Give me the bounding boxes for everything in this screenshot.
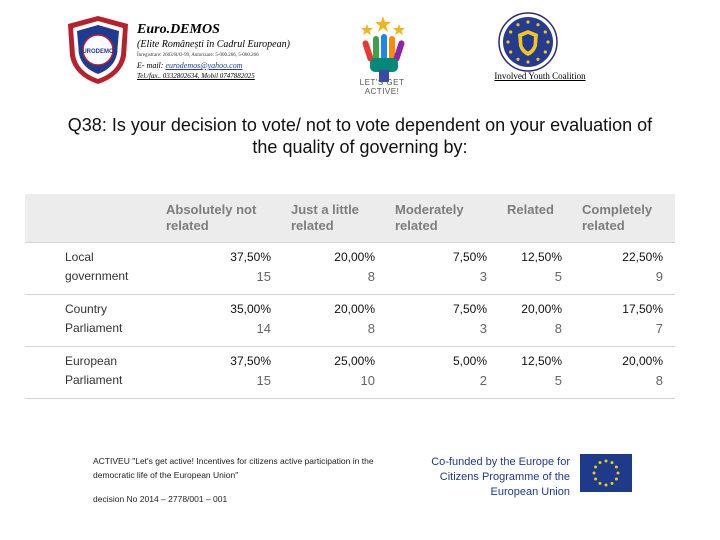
cell-count: 3 [479, 320, 487, 336]
cell-percent: 20,00% [334, 249, 375, 264]
row-label [25, 294, 158, 346]
column-header: Just a little related [291, 202, 359, 233]
org-phone: Tel./fax.. 0332802634, Mobil 0747882025 [137, 72, 255, 80]
email-label: E- mail: [137, 61, 164, 70]
cell-count: 15 [256, 268, 271, 284]
cell-count: 10 [360, 372, 375, 388]
cell-count: 8 [554, 320, 562, 336]
cell-percent: 20,00% [521, 301, 562, 316]
cell-percent: 25,00% [334, 353, 375, 368]
question-title: Q38: Is your decision to vote/ not to vote dependent on your evaluation of the quality of governing by: [67, 115, 653, 157]
table-row [25, 294, 675, 346]
row-label [25, 242, 158, 294]
table-cell [574, 294, 675, 346]
table-cell [574, 242, 675, 294]
table-cell [499, 294, 574, 346]
cell-percent: 12,50% [521, 249, 562, 264]
cell-percent: 5,00% [452, 353, 487, 368]
cell-count: 5 [554, 372, 562, 388]
table-row [25, 346, 675, 398]
coalition-emblem-logo [498, 12, 558, 72]
eu-flag-icon [580, 454, 632, 492]
cell-percent: 17,50% [622, 301, 663, 316]
column-header: Completely related [582, 202, 653, 233]
org-name: Euro.DEMOS [137, 22, 220, 37]
document-header [0, 0, 720, 110]
cell-percent: 7,50% [452, 301, 487, 316]
column-header: Absolutely not related [166, 202, 257, 233]
cofunded-text: Co-funded by the Europe for Citizens Programme of the European Union [431, 456, 570, 498]
project-text: ACTIVEU "Let's get active! Incentives for citizens active participation in the democratic life of the European Union" [93, 456, 374, 480]
row-label-line: Local [65, 249, 94, 264]
cell-count: 15 [256, 372, 271, 388]
active-logo-text: LET'S GET ACTIVE! [359, 78, 405, 96]
table-cell [158, 294, 283, 346]
cell-percent: 20,00% [622, 353, 663, 368]
cell-count: 14 [256, 320, 271, 336]
eurodemos-shield-logo [62, 14, 134, 86]
table-cell [499, 346, 574, 398]
org-email-line [137, 60, 290, 71]
table-cell [387, 242, 499, 294]
cell-count: 2 [479, 372, 487, 388]
cell-count: 8 [367, 268, 375, 284]
shield-text: EURODEMOS [78, 49, 118, 55]
org-info [137, 22, 290, 82]
cell-percent: 37,50% [230, 249, 271, 264]
row-label-line: European [65, 353, 118, 368]
row-label [25, 346, 158, 398]
table-cell [283, 294, 387, 346]
row-label-line: Parliament [65, 320, 123, 335]
table-row [25, 242, 675, 294]
cell-count: 8 [367, 320, 375, 336]
row-label-line: Parliament [65, 372, 123, 387]
cell-count: 3 [479, 268, 487, 284]
cell-count: 8 [655, 372, 663, 388]
cell-count: 9 [655, 268, 663, 284]
table-cell [574, 346, 675, 398]
table-cell [158, 242, 283, 294]
cell-percent: 35,00% [230, 301, 271, 316]
cell-count: 5 [554, 268, 562, 284]
table-cell [283, 346, 387, 398]
table-cell [387, 294, 499, 346]
cell-percent: 12,50% [521, 353, 562, 368]
cell-percent: 22,50% [622, 249, 663, 264]
header-empty-cell [25, 194, 158, 242]
org-registration: Înregistrare: 2603/R/O-99, Autorizare: 5-000.266, 5-000.266 [137, 53, 259, 58]
cell-percent: 7,50% [452, 249, 487, 264]
coalition-name: Involved Youth Coalition [494, 71, 586, 81]
org-subtitle: (Elite Românești în Cadrul European) [137, 39, 290, 50]
cell-count: 7 [655, 320, 663, 336]
decision-text: decision No 2014 – 2778/001 – 001 [93, 494, 228, 504]
table-cell [387, 346, 499, 398]
table-cell [499, 242, 574, 294]
column-header: Moderately related [395, 202, 464, 233]
table-header-row [25, 194, 675, 242]
results-table [25, 194, 675, 399]
email-link[interactable]: eurodemos@yahoo.com [165, 61, 243, 70]
project-footer [93, 454, 383, 506]
table-cell [158, 346, 283, 398]
row-label-line: government [65, 268, 129, 283]
cell-percent: 37,50% [230, 353, 271, 368]
cell-percent: 20,00% [334, 301, 375, 316]
column-header: Related [507, 202, 554, 217]
row-label-line: Country [65, 301, 108, 316]
table-cell [283, 242, 387, 294]
